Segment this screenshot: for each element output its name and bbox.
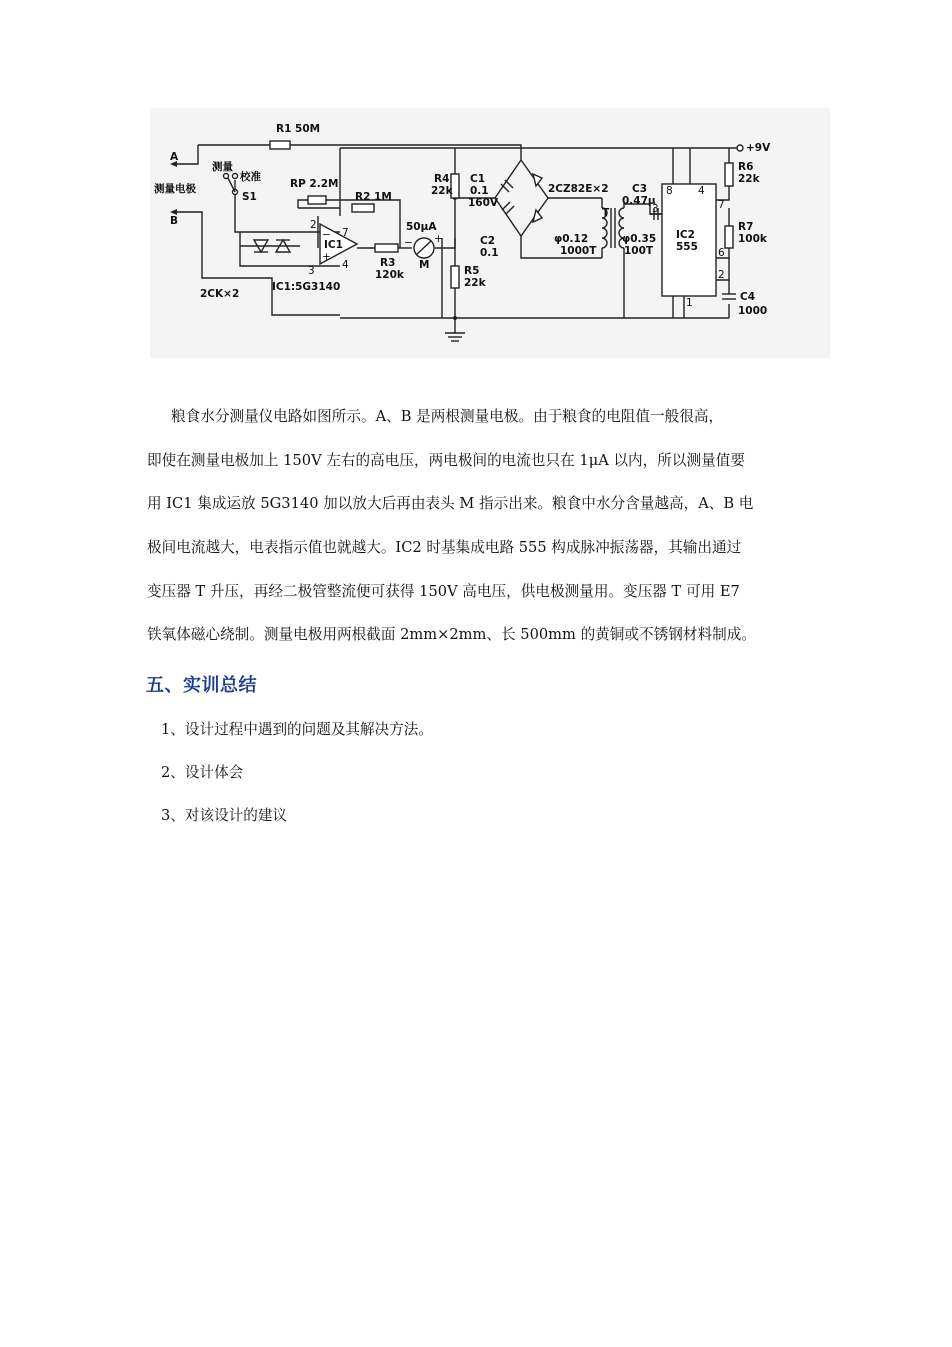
label-rp: RP 2.2M — [290, 178, 339, 190]
label-ic2v: 555 — [676, 241, 698, 253]
resistor-r1 — [270, 141, 290, 149]
body-line-6: 铁氧体磁心绕制。测量电极用两根截面 2mm×2mm、长 500mm 的黄铜或不锈钢材料制成。 — [147, 626, 756, 643]
label-c1v: 0.1 — [470, 185, 489, 197]
label-pin4: 4 — [342, 259, 349, 271]
body-line-2: 即使在测量电极加上 150V 左右的高电压，两电极间的电流也只在 1μA 以内，所以测量值要 — [147, 452, 745, 469]
resistor-r5 — [451, 266, 459, 288]
label-r4v: 22k — [431, 185, 453, 197]
label-t: T — [602, 207, 610, 219]
label-ic1part: IC1:5G3140 — [272, 281, 341, 293]
label-r5: R5 — [464, 265, 480, 277]
circuit-diagram — [150, 108, 830, 358]
resistor-r3 — [375, 244, 398, 252]
label-c4: C4 — [740, 291, 756, 303]
label-wire1: φ0.12 — [554, 233, 589, 245]
label-p2: 2 — [718, 269, 725, 281]
resistor-rp — [308, 196, 326, 204]
summary-item-2: 2、设计体会 — [161, 764, 244, 781]
label-p3: 3 — [652, 203, 659, 215]
label-s1: S1 — [242, 191, 257, 203]
label-diodes: 2CZ82E×2 — [548, 183, 609, 195]
label-electrode: 测量电极 — [154, 183, 196, 195]
label-pin2: 2 — [310, 219, 317, 231]
label-turns1: 1000T — [560, 245, 597, 257]
label-c4v: 1000 — [738, 305, 768, 317]
body-line-5: 变压器 T 升压，再经二极管整流便可获得 150V 高电压，供电极测量用。变压器 T 可用 E7 — [147, 583, 740, 600]
label-r2: R2 1M — [355, 191, 392, 203]
label-minus: − — [322, 229, 331, 241]
label-calibrate: 校准 — [240, 171, 261, 183]
label-c3v: 0.47μ — [622, 195, 656, 207]
label-ic2: IC2 — [676, 229, 695, 241]
label-r7: R7 — [738, 221, 754, 233]
label-c2: C2 — [480, 235, 496, 247]
capacitor-c4 — [722, 294, 736, 299]
resistor-r2 — [352, 204, 374, 212]
label-pin7: 7 — [342, 227, 349, 239]
label-c2v: 0.1 — [480, 247, 499, 259]
label-m: M — [419, 259, 430, 271]
label-p1: 1 — [686, 297, 693, 309]
label-ic1: IC1 — [324, 239, 343, 251]
label-r6v: 22k — [738, 173, 760, 185]
label-c3: C3 — [632, 183, 648, 195]
summary-item-1: 1、设计过程中遇到的问题及其解决方法。 — [161, 721, 433, 738]
label-mminus: − — [404, 237, 413, 249]
label-wire2: φ0.35 — [622, 233, 657, 245]
bridge-diode-1 — [533, 174, 542, 186]
capacitor-c2 — [502, 202, 514, 214]
label-c1: C1 — [470, 173, 486, 185]
label-b: B — [170, 215, 179, 227]
label-meter: 50μA — [406, 221, 437, 233]
body-line-1: 粮食水分测量仪电路如图所示。A、B 是两根测量电极。由于粮食的电阻值一般很高， — [171, 408, 724, 425]
label-r1: R1 50M — [276, 123, 321, 135]
label-measure: 测量 — [212, 161, 233, 173]
label-2ck: 2CK×2 — [200, 288, 240, 300]
section-heading: 五、实训总结 — [146, 675, 257, 696]
summary-item-3: 3、对该设计的建议 — [161, 807, 288, 824]
resistor-r7 — [725, 226, 733, 248]
label-r4: R4 — [434, 173, 450, 185]
label-p4: 4 — [698, 185, 705, 197]
body-line-3: 用 IC1 集成运放 5G3140 加以放大后再由表头 M 指示出来。粮食中水分含量越高，A、B 电 — [147, 495, 754, 512]
label-r3v: 120k — [375, 269, 404, 281]
label-vplus: +9V — [746, 142, 771, 154]
label-r6: R6 — [738, 161, 754, 173]
label-r5v: 22k — [464, 277, 486, 289]
body-line-4: 极间电流越大，电表指示值也就越大。IC2 时基集成电路 555 构成脉冲振荡器，其输出通过 — [147, 539, 742, 556]
label-r3: R3 — [380, 257, 396, 269]
bridge-diode-2 — [533, 210, 542, 222]
label-a: A — [170, 151, 179, 163]
label-mplus: + — [434, 233, 443, 245]
resistor-r6 — [725, 163, 733, 186]
capacitor-c1 — [501, 180, 513, 192]
label-turns2: 100T — [624, 245, 654, 257]
label-r7v: 100k — [738, 233, 767, 245]
label-p8: 8 — [666, 185, 673, 197]
label-p6: 6 — [718, 247, 725, 259]
label-c1u: 160V — [468, 197, 499, 209]
label-p7: 7 — [718, 199, 725, 211]
label-pin3: 3 — [308, 265, 315, 277]
label-plus: + — [322, 251, 331, 263]
